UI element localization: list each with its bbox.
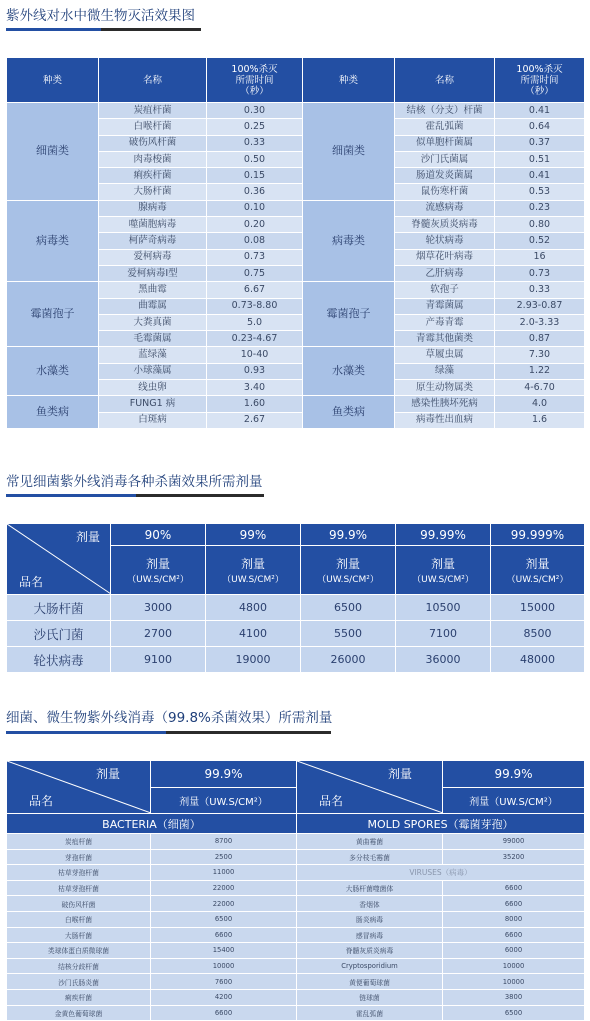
table-row xyxy=(7,647,585,673)
title-underline xyxy=(6,731,166,734)
kill-time: 0.15 xyxy=(207,168,303,184)
organism-name: 香烟体 xyxy=(297,896,443,912)
dose-header xyxy=(111,546,206,595)
organism-name: 腺病毒 xyxy=(99,200,207,216)
category-cell: 鱼类病 xyxy=(7,396,99,429)
organism-name: 绿藻 xyxy=(395,363,495,379)
kill-time: 0.64 xyxy=(495,119,585,135)
organism-name: 大肠杆菌 xyxy=(7,927,151,943)
table-row xyxy=(7,958,585,974)
organism-name: 似单胞杆菌属 xyxy=(395,135,495,151)
kill-time: 2.67 xyxy=(207,412,303,428)
percent-header: 99.999% xyxy=(491,524,585,546)
kill-time: 6.67 xyxy=(207,282,303,298)
organism-name: 产毒青霉 xyxy=(395,314,495,330)
organism-name: 白喉杆菌 xyxy=(99,119,207,135)
kill-time: 0.41 xyxy=(495,103,585,119)
table-row xyxy=(7,834,585,850)
category-cell: 水藻类 xyxy=(303,347,395,396)
dose-value: 26000 xyxy=(301,647,396,673)
dose-value: 3800 xyxy=(443,989,585,1005)
table-row xyxy=(7,896,585,912)
dose-value: 6500 xyxy=(151,911,297,927)
organism-name: 芽孢杆菌 xyxy=(7,849,151,865)
organism-name: 结核（分支）杆菌 xyxy=(395,103,495,119)
category-cell: 细菌类 xyxy=(7,103,99,201)
kill-time: 0.23-4.67 xyxy=(207,331,303,347)
organism-name: 金黄色葡萄球菌 xyxy=(7,1005,151,1021)
kill-time: 4-6.70 xyxy=(495,380,585,396)
kill-time: 0.73-8.80 xyxy=(207,298,303,314)
kill-time: 0.80 xyxy=(495,217,585,233)
group-mold-spores: MOLD SPORES（霉菌芽孢） xyxy=(297,814,585,834)
dose-label: 剂量 xyxy=(335,557,360,572)
kill-time: 0.33 xyxy=(495,282,585,298)
group-viruses: VIRUSES（病毒） xyxy=(297,865,585,881)
corner-top: 剂量 xyxy=(387,767,412,781)
table-row xyxy=(7,849,585,865)
dose-value: 8500 xyxy=(491,621,585,647)
dose-value: 6600 xyxy=(151,1005,297,1021)
percent-header: 99.9% xyxy=(301,524,396,546)
category-cell: 细菌类 xyxy=(303,103,395,201)
kill-time: 0.08 xyxy=(207,233,303,249)
table-row xyxy=(7,865,585,881)
dose-value: 10000 xyxy=(443,958,585,974)
kill-time: 5.0 xyxy=(207,314,303,330)
dose-header xyxy=(491,546,585,595)
percent-header: 99.9% xyxy=(151,761,297,788)
table-row xyxy=(7,200,585,216)
kill-time: 0.51 xyxy=(495,151,585,167)
dose-unit: （UW.S/CM²） xyxy=(317,575,379,586)
percent-header: 99.99% xyxy=(396,524,491,546)
dose-value: 10500 xyxy=(396,595,491,621)
dose-value: 35200 xyxy=(443,849,585,865)
kill-time: 0.37 xyxy=(495,135,585,151)
row-name: 轮状病毒 xyxy=(7,647,111,673)
organism-name: 多分枝毛霉菌 xyxy=(297,849,443,865)
category-cell: 病毒类 xyxy=(303,200,395,281)
organism-name: 感冒病毒 xyxy=(297,927,443,943)
organism-name: 鼠伤寒杆菌 xyxy=(395,184,495,200)
section3-title: 细菌、微生物紫外线消毒（99.8%杀菌效果）所需剂量 xyxy=(6,710,333,726)
kill-time: 1.60 xyxy=(207,396,303,412)
dose-value: 36000 xyxy=(396,647,491,673)
dose-value: 15000 xyxy=(491,595,585,621)
organism-name: 黄曲霉菌 xyxy=(297,834,443,850)
organism-name: 轮状病毒 xyxy=(395,233,495,249)
organism-name: 青霉菌属 xyxy=(395,298,495,314)
table-row xyxy=(7,927,585,943)
header-time: 100%杀灭 所需时间 （秒） xyxy=(495,58,585,103)
organism-name: 噬菌胞病毒 xyxy=(99,217,207,233)
organism-name: 脊髓灰质炎病毒 xyxy=(395,217,495,233)
kill-time: 0.41 xyxy=(495,168,585,184)
dose-value: 22000 xyxy=(151,880,297,896)
kill-time: 0.53 xyxy=(495,184,585,200)
dose-value: 10000 xyxy=(151,958,297,974)
kill-time: 1.22 xyxy=(495,363,585,379)
organism-name: 黑曲霉 xyxy=(99,282,207,298)
dose-unit: （UW.S/CM²） xyxy=(506,575,569,586)
dose-value: 3000 xyxy=(111,595,206,621)
organism-name: 爱柯病毒 xyxy=(99,249,207,265)
corner-cell xyxy=(7,761,151,814)
dose-unit: （UW.S/CM²） xyxy=(222,575,284,586)
dose-table xyxy=(6,523,585,673)
dose-value: 7100 xyxy=(396,621,491,647)
row-name: 大肠杆菌 xyxy=(7,595,111,621)
organism-name: 霍乱弧菌 xyxy=(297,1005,443,1021)
dose-value: 22000 xyxy=(151,896,297,912)
dose-value: 6600 xyxy=(443,896,585,912)
kill-time: 0.10 xyxy=(207,200,303,216)
header-category: 种类 xyxy=(7,58,99,103)
table-row xyxy=(7,1005,585,1021)
group-bacteria: BACTERIA（细菌） xyxy=(7,814,297,834)
category-cell: 霉菌孢子 xyxy=(303,282,395,347)
dose-label: 剂量 xyxy=(430,557,455,572)
organism-name: 乙肝病毒 xyxy=(395,265,495,281)
percent-header: 99% xyxy=(206,524,301,546)
title-underline xyxy=(6,28,101,31)
dose-label: 剂量 xyxy=(145,557,170,572)
organism-name: 柯萨奇病毒 xyxy=(99,233,207,249)
organism-name: 蓝绿藻 xyxy=(99,347,207,363)
kill-time: 7.30 xyxy=(495,347,585,363)
organism-name: 链球菌 xyxy=(297,989,443,1005)
dose-header: 剂量（UW.S/CM²） xyxy=(151,787,297,814)
title-underline xyxy=(6,494,136,497)
organism-name: 线虫卵 xyxy=(99,380,207,396)
dose-label: 剂量 xyxy=(240,557,265,572)
section1-title: 紫外线对水中微生物灭活效果图 xyxy=(6,8,195,24)
inactivation-table xyxy=(6,57,585,429)
dose-unit: （UW.S/CM²） xyxy=(412,575,474,586)
kill-time: 0.50 xyxy=(207,151,303,167)
organism-name: 破伤风杆菌 xyxy=(7,896,151,912)
table-row xyxy=(7,943,585,959)
organism-name: 大肠杆菌噬菌体 xyxy=(297,880,443,896)
dose-9998-table xyxy=(6,760,585,1021)
dose-value: 11000 xyxy=(151,865,297,881)
kill-time: 0.23 xyxy=(495,200,585,216)
dose-value: 6600 xyxy=(443,927,585,943)
kill-time: 0.20 xyxy=(207,217,303,233)
dose-value: 15400 xyxy=(151,943,297,959)
organism-name: 枯草芽孢杆菌 xyxy=(7,880,151,896)
table-row xyxy=(7,974,585,990)
kill-time: 0.30 xyxy=(207,103,303,119)
kill-time: 2.0-3.33 xyxy=(495,314,585,330)
organism-name: 流感病毒 xyxy=(395,200,495,216)
kill-time: 0.73 xyxy=(207,249,303,265)
table-row xyxy=(7,880,585,896)
kill-time: 0.93 xyxy=(207,363,303,379)
table-row xyxy=(7,989,585,1005)
dose-value: 6600 xyxy=(443,880,585,896)
organism-name: 结核分歧杆菌 xyxy=(7,958,151,974)
organism-name: 炭疽杆菌 xyxy=(7,834,151,850)
organism-name: FUNG1 病 xyxy=(99,396,207,412)
kill-time: 1.6 xyxy=(495,412,585,428)
table-row xyxy=(7,595,585,621)
organism-name: 小球藻属 xyxy=(99,363,207,379)
table-row xyxy=(7,103,585,119)
dose-value: 6500 xyxy=(443,1005,585,1021)
organism-name: 毛霉菌属 xyxy=(99,331,207,347)
organism-name: 爱柯病毒I型 xyxy=(99,265,207,281)
dose-value: 6000 xyxy=(443,943,585,959)
organism-name: 痢疾杆菌 xyxy=(7,989,151,1005)
organism-name: 沙门氏菌属 xyxy=(395,151,495,167)
dose-value: 10000 xyxy=(443,974,585,990)
corner-bottom: 品名 xyxy=(19,575,44,589)
table-row xyxy=(7,911,585,927)
category-cell: 水藻类 xyxy=(7,347,99,396)
kill-time: 3.40 xyxy=(207,380,303,396)
dose-header xyxy=(396,546,491,595)
title-underline xyxy=(101,28,201,31)
header-name: 名称 xyxy=(395,58,495,103)
dose-label: 剂量 xyxy=(525,557,550,572)
organism-name: 大肠杆菌 xyxy=(99,184,207,200)
corner-bottom: 品名 xyxy=(319,794,344,808)
dose-value: 9100 xyxy=(111,647,206,673)
table-row xyxy=(7,347,585,363)
organism-name: Cryptosporidium xyxy=(297,958,443,974)
organism-name: 青霉其他菌类 xyxy=(395,331,495,347)
corner-cell xyxy=(7,524,111,595)
table-row xyxy=(7,396,585,412)
organism-name: 白斑病 xyxy=(99,412,207,428)
percent-header: 90% xyxy=(111,524,206,546)
dose-value: 8000 xyxy=(443,911,585,927)
dose-value: 6500 xyxy=(301,595,396,621)
dose-header xyxy=(206,546,301,595)
organism-name: 曲霉属 xyxy=(99,298,207,314)
title-underline xyxy=(136,494,264,497)
dose-value: 4200 xyxy=(151,989,297,1005)
dose-value: 99000 xyxy=(443,834,585,850)
organism-name: 感染性胰坏死病 xyxy=(395,396,495,412)
dose-value: 5500 xyxy=(301,621,396,647)
corner-bottom: 品名 xyxy=(29,794,54,808)
organism-name: 烟草花叶病毒 xyxy=(395,249,495,265)
kill-time: 16 xyxy=(495,249,585,265)
organism-name: 草履虫属 xyxy=(395,347,495,363)
kill-time: 10-40 xyxy=(207,347,303,363)
organism-name: 肠炎病毒 xyxy=(297,911,443,927)
dose-value: 4800 xyxy=(206,595,301,621)
table-row xyxy=(7,282,585,298)
organism-name: 软孢子 xyxy=(395,282,495,298)
header-time: 100%杀灭 所需时间 （秒） xyxy=(207,58,303,103)
kill-time: 2.93-0.87 xyxy=(495,298,585,314)
organism-name: 肠道发炎菌属 xyxy=(395,168,495,184)
dose-header: 剂量（UW.S/CM²） xyxy=(443,787,585,814)
organism-name: 痢疾杆菌 xyxy=(99,168,207,184)
table-row xyxy=(7,621,585,647)
organism-name: 沙门氏肠炎菌 xyxy=(7,974,151,990)
corner-cell xyxy=(297,761,443,814)
organism-name: 肉毒梭菌 xyxy=(99,151,207,167)
dose-value: 2700 xyxy=(111,621,206,647)
kill-time: 0.87 xyxy=(495,331,585,347)
dose-value: 48000 xyxy=(491,647,585,673)
organism-name: 破伤风杆菌 xyxy=(99,135,207,151)
dose-value: 19000 xyxy=(206,647,301,673)
kill-time: 0.73 xyxy=(495,265,585,281)
corner-top: 剂量 xyxy=(95,767,120,781)
section2-title: 常见细菌紫外线消毒各种杀菌效果所需剂量 xyxy=(6,474,263,490)
kill-time: 4.0 xyxy=(495,396,585,412)
organism-name: 炭疽杆菌 xyxy=(99,103,207,119)
row-name: 沙氏门菌 xyxy=(7,621,111,647)
dose-unit: （UW.S/CM²） xyxy=(127,575,189,586)
category-cell: 病毒类 xyxy=(7,200,99,281)
dose-value: 8700 xyxy=(151,834,297,850)
title-underline xyxy=(166,731,331,734)
organism-name: 原生动物属类 xyxy=(395,380,495,396)
category-cell: 霉菌孢子 xyxy=(7,282,99,347)
category-cell: 鱼类病 xyxy=(303,396,395,429)
organism-name: 黄便葡萄球菌 xyxy=(297,974,443,990)
organism-name: 枯草芽孢杆菌 xyxy=(7,865,151,881)
organism-name: 类球体蛋白质微球菌 xyxy=(7,943,151,959)
kill-time: 0.25 xyxy=(207,119,303,135)
organism-name: 脊髓灰质炎病毒 xyxy=(297,943,443,959)
organism-name: 白喉杆菌 xyxy=(7,911,151,927)
header-name: 名称 xyxy=(99,58,207,103)
dose-value: 7600 xyxy=(151,974,297,990)
corner-top: 剂量 xyxy=(75,530,100,544)
kill-time: 0.52 xyxy=(495,233,585,249)
header-category: 种类 xyxy=(303,58,395,103)
percent-header: 99.9% xyxy=(443,761,585,788)
dose-header xyxy=(301,546,396,595)
kill-time: 0.33 xyxy=(207,135,303,151)
dose-value: 6600 xyxy=(151,927,297,943)
organism-name: 大粪真菌 xyxy=(99,314,207,330)
organism-name: 霍乱弧菌 xyxy=(395,119,495,135)
dose-value: 2500 xyxy=(151,849,297,865)
dose-value: 4100 xyxy=(206,621,301,647)
kill-time: 0.36 xyxy=(207,184,303,200)
organism-name: 病毒性出血病 xyxy=(395,412,495,428)
kill-time: 0.75 xyxy=(207,265,303,281)
